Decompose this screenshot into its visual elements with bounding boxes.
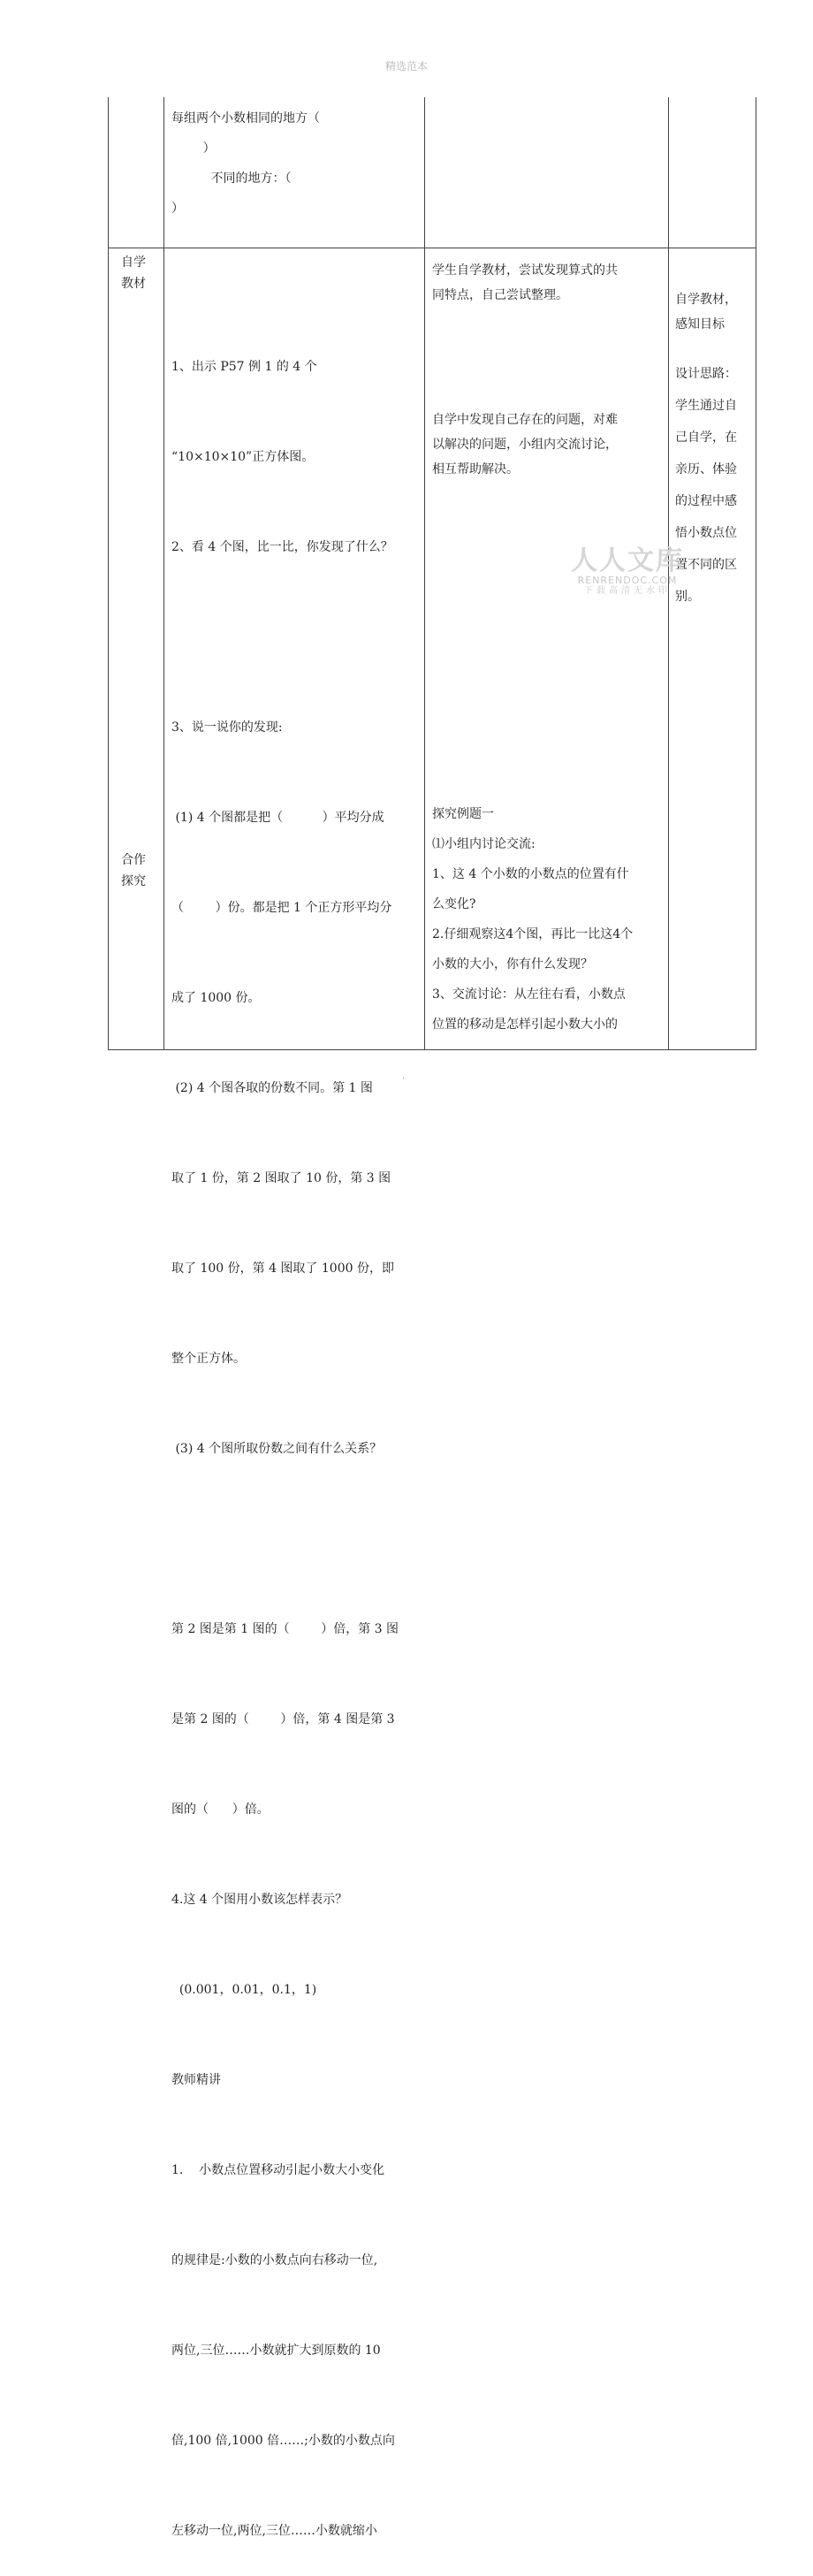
student-activity-2 <box>432 408 664 482</box>
text-line: ⑴小组内讨论交流: <box>432 837 536 851</box>
label-line: 探究 <box>121 874 146 888</box>
page-header: 精选范本 <box>384 60 428 72</box>
section-label-cooperative <box>121 850 156 892</box>
text-line: 设计思路： <box>675 367 737 381</box>
text-line: 同特点，自己尝试整理。 <box>432 288 568 302</box>
table-divider-1 <box>163 97 164 1050</box>
text-line: 别。 <box>675 590 700 604</box>
text-line: (2) 4 个图各取的份数不同。第 1 图 <box>171 1081 373 1095</box>
teaching-content <box>171 292 421 2576</box>
watermark-tagline: 下载高清无水印 <box>584 586 671 596</box>
design-intent-2 <box>675 358 751 613</box>
text-line: （ ）份。都是把 1 个正方形平均分 <box>171 901 392 915</box>
text-line: 图的（ ）倍。 <box>171 1802 270 1817</box>
text-line: 倍,100 倍,1000 倍……;小数的小数点向 <box>171 2434 395 2448</box>
text-line: ） <box>171 141 216 156</box>
student-activity-1 <box>432 258 664 308</box>
text-line: 2、看 4 个图，比一比，你发现了什么？ <box>171 540 393 554</box>
text-line: 取了 1 份，第 2 图取了 10 份，第 3 图 <box>171 1171 391 1185</box>
label-line: 合作 <box>121 853 146 867</box>
text-line: 两位,三位……小数就扩大到原数的 10 <box>171 2344 381 2358</box>
watermark-title: 人人文库 <box>571 545 684 576</box>
label-line: 自学 <box>121 255 146 270</box>
text-line: 第 2 图是第 1 图的（ ）倍，第 3 图 <box>171 1622 399 1636</box>
text-line: 不同的地方：（ <box>171 171 292 186</box>
text-line: 么变化? <box>432 897 476 911</box>
text-line: 的过程中感 <box>675 494 737 508</box>
text-line <box>171 1524 421 1554</box>
text-line: 3、说一说你的发现: <box>171 720 283 735</box>
text-line: 每组两个小数相同的地方（ <box>171 111 320 126</box>
table-divider-2 <box>424 97 425 1050</box>
text-line: 教师精讲 <box>171 2073 221 2087</box>
text-line: 以解决的问题，小组内交流讨论， <box>432 438 618 452</box>
text-line: 3、交流讨论：从左往右看，小数点 <box>432 987 626 1002</box>
text-line: 探究例题一 <box>432 807 494 821</box>
text-line: “10×10×10”正方体图。 <box>171 450 315 464</box>
label-line: 教材 <box>121 277 146 291</box>
text-line: (0.001，0.01，0.1，1) <box>171 1983 317 1997</box>
text-line: (1) 4 个图都是把（ ）平均分成 <box>171 811 384 825</box>
text-line: 整个正方体。 <box>171 1352 246 1366</box>
row1-content <box>171 103 421 224</box>
text-line: 悟小数点位 <box>675 526 737 540</box>
text-line: 小数的大小，你有什么发现？ <box>432 957 593 972</box>
text-line: 位置的移动是怎样引起小数大小的 <box>432 1017 618 1032</box>
design-intent-1 <box>675 287 751 337</box>
text-line: 1、出示 P57 例 1 的 4 个 <box>171 360 317 374</box>
text-line: 左移动一位,两位,三位……小数就缩小 <box>171 2524 377 2538</box>
text-line: 亲历、体验 <box>675 462 737 476</box>
text-line: 取了 100 份，第 4 图取了 1000 份，即 <box>171 1261 394 1276</box>
text-line: 置不同的区 <box>675 558 737 572</box>
table-border-left <box>108 97 109 1050</box>
text-line: 相互帮助解决。 <box>432 462 519 476</box>
text-line: 自学中发现自己存在的问题，对难 <box>432 413 618 427</box>
watermark <box>570 545 685 597</box>
text-line: 自学教材， <box>675 293 737 307</box>
text-line: 4.这 4 个图用小数该怎样表示？ <box>171 1893 348 1907</box>
text-line: 是第 2 图的（ ）倍，第 4 图是第 3 <box>171 1712 395 1726</box>
text-line: ） <box>171 202 184 216</box>
student-activity-3 <box>432 799 664 1040</box>
text-line: 己自学，在 <box>675 431 737 445</box>
text-line: 感知目标 <box>675 317 725 332</box>
section-label-self-study <box>121 252 156 294</box>
text-line: (3) 4 个图所取份数之间有什么关系？ <box>171 1442 383 1456</box>
watermark-domain: RENRENDOC.COM <box>577 575 678 586</box>
text-line: 1. 小数点位置移动引起小数大小变化 <box>171 2163 385 2177</box>
text-line: 1、这 4 个小数的小数点的位置有什 <box>432 867 629 881</box>
text-line: 成了 1000 份。 <box>171 991 261 1005</box>
text-line <box>171 622 421 652</box>
text-line: 的规律是:小数的小数点向右移动一位, <box>171 2253 378 2267</box>
footer-mark: . <box>402 1071 406 1081</box>
text-line: 学生自学教材，尝试发现算式的共 <box>432 263 618 278</box>
text-line: 2.仔细观察这4个图，再比一比这4个 <box>432 927 634 941</box>
text-line: 学生通过自 <box>675 399 737 413</box>
